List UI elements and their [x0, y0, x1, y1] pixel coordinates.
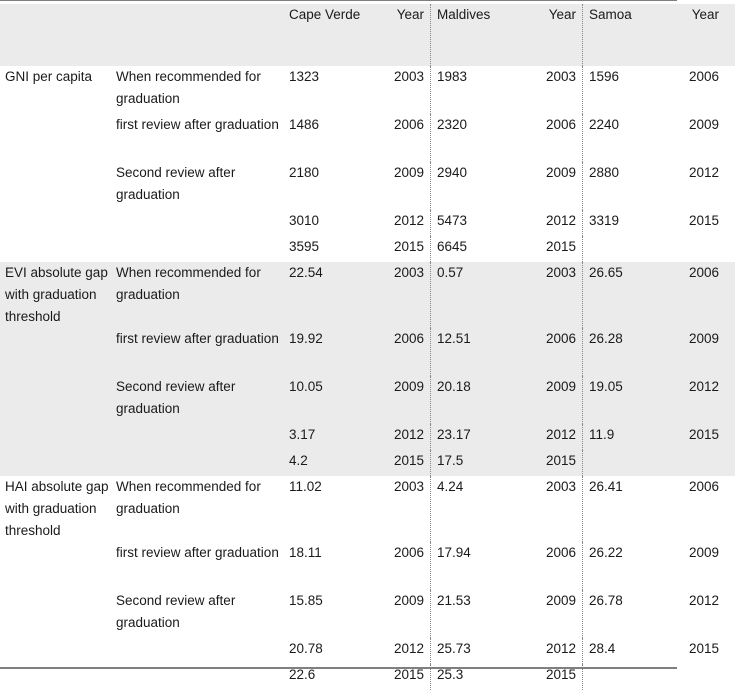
samoa-value: 26.41 — [583, 476, 662, 542]
group-label — [0, 664, 111, 690]
cape-verde-year: 2012 — [393, 641, 424, 656]
table-row — [0, 114, 735, 162]
cape-verde-value: 22.54 — [286, 262, 371, 328]
maldives-year: 2012 — [523, 424, 583, 450]
group-label — [0, 376, 111, 424]
maldives-value: 25.73 — [431, 638, 524, 664]
maldives-year: 2003 — [545, 479, 576, 494]
cape-verde-year: 2003 — [393, 69, 424, 84]
cape-verde-value: 19.92 — [286, 328, 371, 376]
row-description — [111, 424, 286, 450]
cape-verde-value: 3595 — [289, 239, 320, 254]
maldives-value: 2940 — [431, 162, 524, 210]
header-samoa: Samoa — [583, 4, 662, 66]
row-description — [111, 236, 286, 262]
maldives-value: 12.51 — [431, 328, 524, 376]
table-row — [0, 542, 735, 590]
table-row — [0, 210, 735, 236]
samoa-value: 26.65 — [583, 262, 662, 328]
cape-verde-year: 2012 — [371, 424, 431, 450]
group-label: EVI absolute gap with graduation threshold — [0, 262, 111, 328]
maldives-value: 0.57 — [431, 262, 524, 328]
samoa-year: 2009 — [688, 545, 719, 560]
samoa-value — [583, 450, 662, 476]
samoa-year: 2009 — [688, 117, 719, 132]
cape-verde-value: 18.11 — [289, 545, 322, 560]
table-row — [0, 162, 735, 210]
header-maldives: Maldives — [431, 4, 524, 66]
group-label: HAI absolute gap with graduation threshold — [5, 479, 109, 538]
samoa-value: 28.4 — [583, 638, 662, 664]
cape-verde-year: 2009 — [393, 165, 424, 180]
cape-verde-year: 2015 — [393, 667, 424, 682]
samoa-value: 2880 — [583, 162, 662, 210]
samoa-value: 26.78 — [583, 590, 662, 638]
samoa-year — [661, 236, 735, 262]
cape-verde-value: 15.85 — [289, 593, 323, 608]
samoa-year: 2012 — [688, 593, 719, 608]
table-row — [0, 590, 735, 638]
samoa-year: 2006 — [688, 479, 719, 494]
samoa-year: 2015 — [688, 641, 719, 656]
maldives-year: 2006 — [545, 117, 576, 132]
samoa-value: 26.28 — [583, 328, 662, 376]
cape-verde-value: 1323 — [289, 69, 320, 84]
table-body — [0, 4, 735, 690]
table-row — [0, 236, 735, 262]
header-year: Year — [661, 4, 735, 66]
cape-verde-value: 11.02 — [289, 479, 322, 494]
row-description: Second review after graduation — [111, 376, 286, 424]
cape-verde-year: 2003 — [393, 479, 424, 494]
header-year: Year — [371, 4, 431, 66]
row-description — [111, 450, 286, 476]
cape-verde-value: 2180 — [289, 165, 320, 180]
cape-verde-year: 2006 — [393, 117, 424, 132]
samoa-year: 2006 — [688, 69, 719, 84]
maldives-year: 2009 — [545, 593, 576, 608]
samoa-value: 19.05 — [583, 376, 662, 424]
cape-verde-value: 10.05 — [286, 376, 371, 424]
samoa-value: 2240 — [583, 114, 662, 162]
maldives-year: 2012 — [545, 641, 576, 656]
cape-verde-year: 2015 — [393, 239, 424, 254]
table-row — [0, 66, 735, 114]
maldives-year: 2015 — [523, 450, 583, 476]
cape-verde-value: 3010 — [289, 213, 320, 228]
samoa-year: 2012 — [688, 165, 719, 180]
group-label — [0, 542, 111, 590]
samoa-year: 2015 — [661, 424, 735, 450]
row-description: first review after graduation — [111, 328, 286, 376]
samoa-value: 26.22 — [583, 542, 662, 590]
maldives-value: 6645 — [431, 236, 524, 262]
table-row — [0, 476, 735, 542]
table-row — [0, 424, 735, 450]
samoa-year — [661, 450, 735, 476]
cape-verde-year: 2009 — [393, 593, 424, 608]
group-label — [0, 590, 111, 638]
maldives-value: 4.24 — [431, 476, 524, 542]
maldives-year: 2015 — [545, 239, 576, 254]
row-description: When recommended for graduation — [116, 479, 261, 516]
samoa-year: 2015 — [688, 213, 719, 228]
table-row — [0, 638, 735, 664]
maldives-year: 2012 — [545, 213, 576, 228]
row-description: When recommended for graduation — [116, 69, 261, 106]
maldives-value: 21.53 — [431, 590, 524, 638]
group-label — [0, 328, 111, 376]
samoa-value: 1596 — [583, 66, 662, 114]
samoa-year: 2009 — [661, 328, 735, 376]
maldives-year: 2006 — [545, 545, 576, 560]
group-label — [0, 424, 111, 450]
row-description — [111, 638, 286, 664]
maldives-year: 2006 — [523, 328, 583, 376]
group-label — [0, 162, 111, 210]
samoa-value: 11.9 — [583, 424, 662, 450]
maldives-year: 2003 — [545, 69, 576, 84]
group-label — [0, 450, 111, 476]
group-label — [0, 236, 111, 262]
header-cell — [111, 4, 286, 66]
table-row — [0, 450, 735, 476]
maldives-value: 2320 — [431, 114, 524, 162]
maldives-value: 17.5 — [431, 450, 524, 476]
samoa-value — [583, 664, 662, 690]
maldives-year: 2015 — [545, 667, 576, 682]
graduation-table — [0, 4, 735, 690]
row-description: Second review after graduation — [116, 593, 236, 630]
samoa-year: 2006 — [661, 262, 735, 328]
maldives-year: 2009 — [545, 165, 576, 180]
maldives-value: 17.94 — [431, 542, 524, 590]
samoa-value — [583, 236, 662, 262]
maldives-value: 20.18 — [431, 376, 524, 424]
cape-verde-year: 2009 — [371, 376, 431, 424]
table-row — [0, 328, 735, 376]
group-label: GNI per capita — [5, 69, 93, 84]
cape-verde-year: 2006 — [371, 328, 431, 376]
group-label — [0, 114, 111, 162]
row-description: When recommended for graduation — [111, 262, 286, 328]
cape-verde-value: 3.17 — [286, 424, 371, 450]
cape-verde-value: 20.78 — [289, 641, 323, 656]
maldives-value: 5473 — [431, 210, 524, 236]
table-row — [0, 664, 735, 690]
table-row — [0, 376, 735, 424]
samoa-year — [661, 664, 735, 690]
cape-verde-value: 22.6 — [289, 667, 316, 682]
maldives-value: 1983 — [431, 66, 524, 114]
header-year: Year — [523, 4, 583, 66]
samoa-value: 3319 — [583, 210, 662, 236]
group-label — [0, 638, 111, 664]
cape-verde-year: 2012 — [393, 213, 424, 228]
cape-verde-year: 2006 — [393, 545, 424, 560]
cape-verde-year: 2015 — [371, 450, 431, 476]
header-cape-verde: Cape Verde — [286, 4, 371, 66]
table-row — [0, 262, 735, 328]
samoa-year: 2012 — [661, 376, 735, 424]
cape-verde-value: 4.2 — [286, 450, 371, 476]
maldives-value: 23.17 — [431, 424, 524, 450]
group-label — [0, 210, 111, 236]
cape-verde-year: 2003 — [371, 262, 431, 328]
header-row — [0, 4, 735, 66]
row-description — [111, 664, 286, 690]
maldives-value: 25.3 — [431, 664, 524, 690]
maldives-year: 2003 — [523, 262, 583, 328]
row-description — [111, 210, 286, 236]
header-cell — [0, 4, 111, 66]
row-description: Second review after graduation — [116, 165, 236, 202]
cape-verde-value: 1486 — [289, 117, 320, 132]
row-description: first review after graduation — [116, 545, 279, 560]
row-description: first review after graduation — [116, 117, 279, 132]
maldives-year: 2009 — [523, 376, 583, 424]
